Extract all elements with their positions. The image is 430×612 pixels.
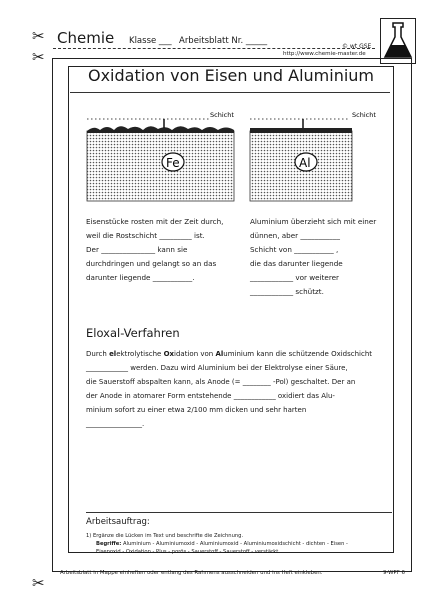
eloxal-text-line: der Anode in atomarer Form entstehende ____________ oxidiert das Alu- [86, 392, 335, 400]
aluminium-text-line: Aluminium überzieht sich mit einer [250, 217, 377, 226]
sheet-number-field: Arbeitsblatt Nr. _____ [179, 36, 268, 46]
text-run: ektrolytische [116, 350, 164, 358]
aluminium-text-line: ____________ schützt. [250, 287, 324, 296]
terms-line [86, 540, 396, 548]
iron-text-line: Der _______________ kann sie [86, 245, 188, 254]
eloxal-text-line: ________________. [86, 420, 145, 428]
title-divider [70, 92, 390, 93]
header-cut-line [53, 48, 375, 49]
aluminium-text-line: dünnen, aber ___________ [250, 231, 340, 240]
class-field: Klasse ___ [129, 36, 172, 46]
right-metal-symbol: Al [299, 156, 311, 170]
emphasis-el: el [109, 350, 117, 358]
footer-instruction: Arbeitsblatt in Mappe einheften oder entlang des Rahmens ausschneiden und ins Heft einkleben. [60, 570, 323, 576]
footer-code: 9-WPF 6 [383, 570, 405, 576]
emphasis-ox: Ox [163, 350, 175, 358]
iron-text-line: darunter liegende ___________. [86, 273, 195, 282]
task-list [86, 532, 396, 556]
right-layer-label: Schicht [352, 111, 376, 119]
scissors-icon: ✂ [32, 574, 45, 592]
oxidation-illustration [80, 104, 390, 204]
eloxal-text-line: die Sauerstoff abspalten kann, als Anode (= ________ -Pol) geschaltet. Der an [86, 378, 356, 386]
eloxal-intro-line [86, 347, 396, 361]
left-metal-symbol: Fe [166, 156, 180, 170]
text-run: Durch [86, 350, 110, 358]
aluminium-text-line: die das darunter liegende [250, 259, 343, 268]
iron-text-line: durchdringen und gelangt so an das [86, 259, 217, 268]
website-url: http://www.chemie-master.de [283, 51, 366, 57]
iron-text-line: Eisenstücke rosten mit der Zeit durch, [86, 217, 224, 226]
text-run: idation von [174, 350, 216, 358]
eloxal-heading: Eloxal-Verfahren [86, 326, 180, 340]
aluminium-paragraph [250, 215, 392, 299]
aluminium-text-line: ____________ vor weiterer [250, 273, 340, 282]
page-title: Oxidation von Eisen und Aluminium [87, 66, 375, 85]
scissors-icon: ✂ [32, 48, 45, 66]
text-run: uminium kann die schützende Oxidschicht [223, 350, 373, 358]
eloxal-text-line: minium sofort zu einer etwa 2/100 mm dicken und sehr harten [86, 406, 307, 414]
aluminium-text-line: Schicht von ___________ , [250, 245, 339, 254]
terms-label: Begriffe: [96, 541, 122, 547]
left-layer-label: Schicht [210, 111, 234, 119]
task-heading: Arbeitsauftrag: [86, 517, 150, 527]
emphasis-al: Al [215, 350, 224, 358]
copyright-note: © wt GSE [342, 43, 372, 50]
scissors-icon: ✂ [32, 27, 45, 45]
task-item: 1) Ergänze die Lücken im Text und beschrifte die Zeichnung. [86, 533, 244, 539]
iron-paragraph [86, 215, 241, 285]
terms-text: Aluminium - Aluminiumoxid - Aluminiumoxid - Aluminiumoxidschicht - dichten - Eisen - [122, 541, 348, 547]
task-divider [86, 512, 392, 513]
eloxal-paragraph [86, 347, 396, 431]
terms-line: Eisenoxid - Oxidation - Plus - porös - Sauerstoff - Sauerstoff - verstärkt [96, 549, 279, 555]
eloxal-text-line: ____________ werden. Dazu wird Aluminium bei der Elektrolyse einer Säure, [86, 364, 348, 372]
subject-title: Chemie [57, 29, 115, 47]
iron-text-line: weil die Rostschicht _________ ist. [86, 231, 205, 240]
